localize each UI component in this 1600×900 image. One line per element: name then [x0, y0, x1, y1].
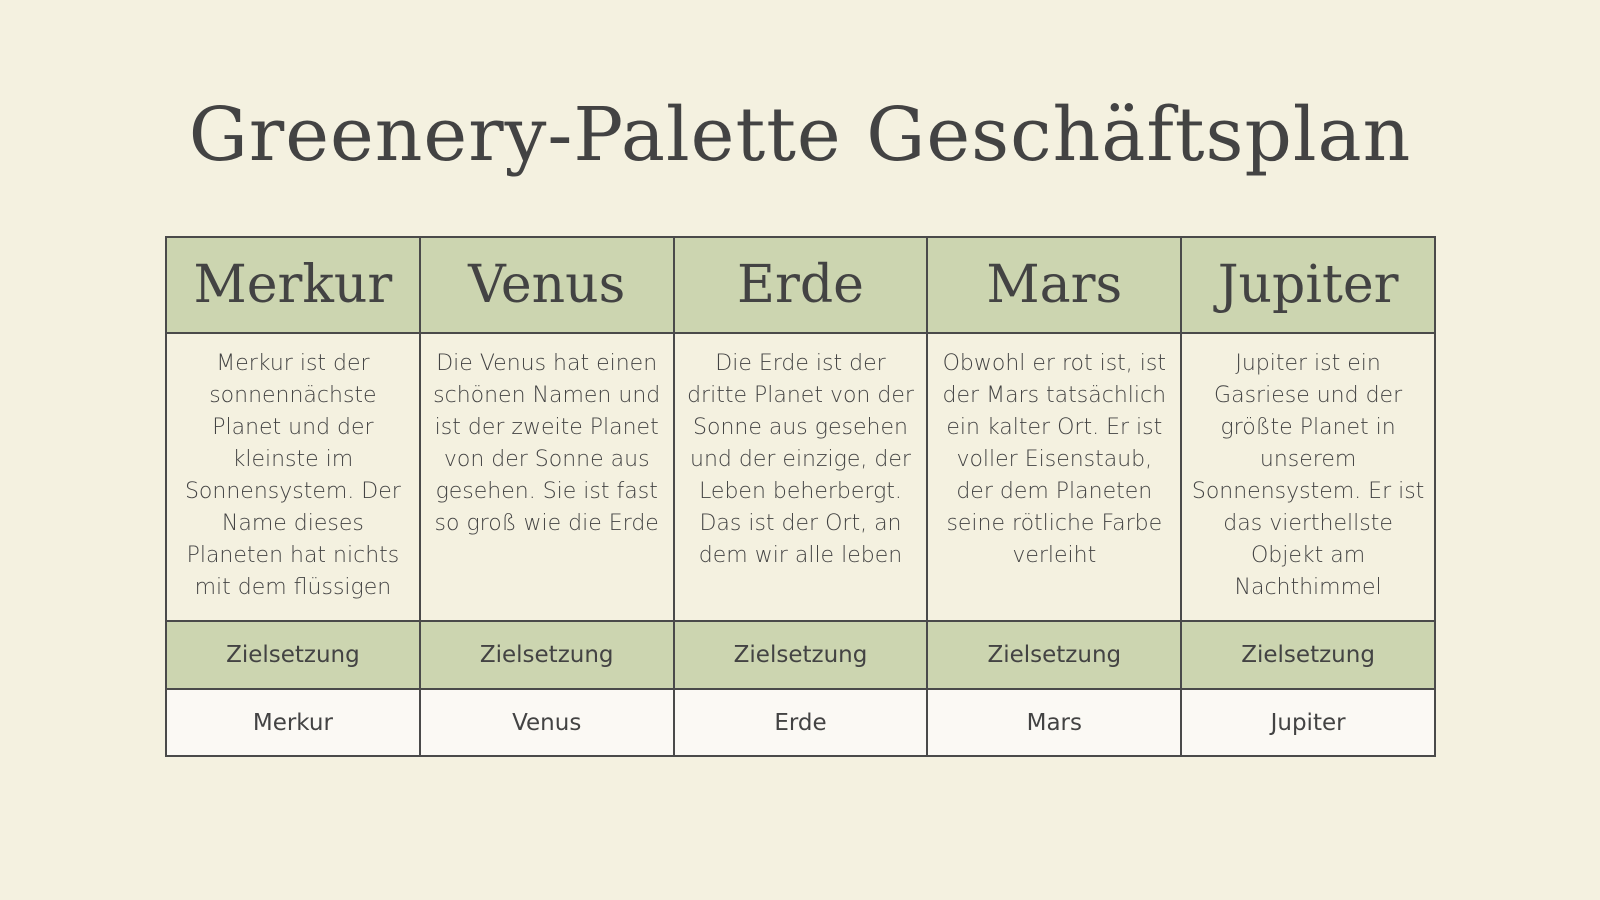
description-cell-merkur: [166, 333, 420, 621]
description-text-mars: Obwohl er rot ist, ist der Mars tatsächlich ein kalter Ort. Er ist voller Eisenstaub, der dem Planeten seine rötliche Farbe verleiht: [942, 351, 1167, 568]
column-heading-venus: Venus: [420, 237, 674, 333]
goal-value-jupiter: Jupiter: [1181, 689, 1435, 756]
description-text-merkur: Merkur ist der sonnennächste Planet und der kleinste im Sonnensystem. Der Name dieses Planeten hat nichts mit dem flüssigen: [184, 351, 401, 600]
description-cell-mars: [927, 333, 1181, 621]
goal-label-mars: Zielsetzung: [927, 621, 1181, 689]
goal-label-venus: Zielsetzung: [420, 621, 674, 689]
description-text-venus: Die Venus hat einen schönen Namen und ist der zweite Planet von der Sonne aus gesehen. Sie ist fast so groß wie die Erde: [433, 351, 661, 536]
table-header-row: [166, 237, 1435, 333]
description-text-erde: Die Erde ist der dritte Planet von der Sonne aus gesehen und der einzige, der Leben beherbergt. Das ist der Ort, an dem wir alle leben: [687, 351, 914, 568]
column-heading-merkur: Merkur: [166, 237, 420, 333]
description-cell-jupiter: [1181, 333, 1435, 621]
goal-value-erde: Erde: [674, 689, 928, 756]
table-description-row: [166, 333, 1435, 621]
column-heading-mars: Mars: [927, 237, 1181, 333]
column-heading-erde: Erde: [674, 237, 928, 333]
description-cell-venus: [420, 333, 674, 621]
goal-value-merkur: Merkur: [166, 689, 420, 756]
goal-label-merkur: Zielsetzung: [166, 621, 420, 689]
goal-value-venus: Venus: [420, 689, 674, 756]
description-text-jupiter: Jupiter ist ein Gasriese und der größte Planet in unserem Sonnensystem. Er ist das vierthellste Objekt am Nachthimmel: [1191, 351, 1425, 600]
goal-value-mars: Mars: [927, 689, 1181, 756]
table-goal-value-row: [166, 689, 1435, 756]
goal-label-jupiter: Zielsetzung: [1181, 621, 1435, 689]
slide-title: Greenery-Palette Geschäftsplan: [188, 92, 1412, 178]
planet-table: [165, 236, 1436, 757]
goal-label-erde: Zielsetzung: [674, 621, 928, 689]
description-cell-erde: [674, 333, 928, 621]
column-heading-jupiter: Jupiter: [1181, 237, 1435, 333]
table-goal-label-row: [166, 621, 1435, 689]
